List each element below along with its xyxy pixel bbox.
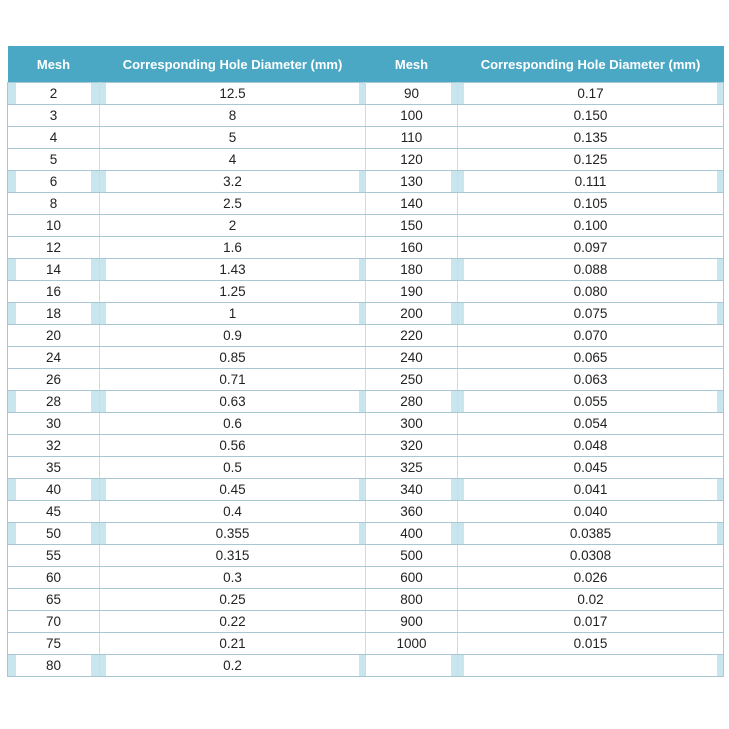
- table-row: [8, 369, 724, 391]
- hole-diameter-cell: 0.6: [100, 413, 366, 435]
- table-row: [8, 127, 724, 149]
- mesh-cell: 70: [8, 611, 100, 633]
- hole-diameter-cell: 1.25: [100, 281, 366, 303]
- mesh-cell: 900: [366, 611, 458, 633]
- hole-diameter-cell: 0.85: [100, 347, 366, 369]
- mesh-cell: 55: [8, 545, 100, 567]
- hole-diameter-cell: 1.6: [100, 237, 366, 259]
- hole-diameter-cell: 0.25: [100, 589, 366, 611]
- table-row: [8, 633, 724, 655]
- table-row: [8, 413, 724, 435]
- hole-diameter-cell: 3.2: [100, 171, 366, 193]
- mesh-cell: 90: [366, 83, 458, 105]
- hole-diameter-cell: 0.71: [100, 369, 366, 391]
- table-row: [8, 655, 724, 677]
- mesh-cell: 150: [366, 215, 458, 237]
- mesh-cell: 2: [8, 83, 100, 105]
- table-row: [8, 567, 724, 589]
- table-row: [8, 457, 724, 479]
- table-row: [8, 435, 724, 457]
- table-row: [8, 391, 724, 413]
- table-body: [8, 83, 724, 677]
- hole-diameter-cell: 2: [100, 215, 366, 237]
- hole-diameter-cell: 4: [100, 149, 366, 171]
- mesh-cell: 28: [8, 391, 100, 413]
- hole-diameter-cell: 0.041: [458, 479, 724, 501]
- hole-diameter-cell: 1: [100, 303, 366, 325]
- column-header: Mesh: [8, 46, 100, 83]
- mesh-cell: 400: [366, 523, 458, 545]
- hole-diameter-cell: 0.065: [458, 347, 724, 369]
- mesh-cell: 45: [8, 501, 100, 523]
- table-row: [8, 259, 724, 281]
- hole-diameter-cell: 5: [100, 127, 366, 149]
- hole-diameter-cell: 0.105: [458, 193, 724, 215]
- mesh-cell: 300: [366, 413, 458, 435]
- table-row: [8, 589, 724, 611]
- hole-diameter-cell: 0.0385: [458, 523, 724, 545]
- hole-diameter-cell: 0.22: [100, 611, 366, 633]
- table-row: [8, 303, 724, 325]
- hole-diameter-cell: 0.355: [100, 523, 366, 545]
- hole-diameter-cell: 0.045: [458, 457, 724, 479]
- hole-diameter-cell: 0.5: [100, 457, 366, 479]
- mesh-cell: 12: [8, 237, 100, 259]
- hole-diameter-cell: 0.111: [458, 171, 724, 193]
- mesh-cell: 18: [8, 303, 100, 325]
- mesh-cell: 110: [366, 127, 458, 149]
- hole-diameter-cell: 0.070: [458, 325, 724, 347]
- mesh-cell: 65: [8, 589, 100, 611]
- table-row: [8, 171, 724, 193]
- mesh-cell: 8: [8, 193, 100, 215]
- hole-diameter-cell: 0.150: [458, 105, 724, 127]
- hole-diameter-cell: 0.097: [458, 237, 724, 259]
- mesh-cell: 130: [366, 171, 458, 193]
- table-row: [8, 611, 724, 633]
- mesh-cell: 320: [366, 435, 458, 457]
- mesh-cell: 340: [366, 479, 458, 501]
- hole-diameter-cell: 0.055: [458, 391, 724, 413]
- table-row: [8, 149, 724, 171]
- hole-diameter-cell: 0.56: [100, 435, 366, 457]
- hole-diameter-cell: 0.9: [100, 325, 366, 347]
- hole-diameter-cell: 0.63: [100, 391, 366, 413]
- mesh-cell: 60: [8, 567, 100, 589]
- hole-diameter-cell: 0.21: [100, 633, 366, 655]
- table-row: [8, 193, 724, 215]
- table-row: [8, 325, 724, 347]
- mesh-table-container: [7, 46, 719, 677]
- table-row: [8, 479, 724, 501]
- mesh-cell: 280: [366, 391, 458, 413]
- column-header: Corresponding Hole Diameter (mm): [458, 46, 724, 83]
- mesh-cell: 190: [366, 281, 458, 303]
- hole-diameter-cell: 8: [100, 105, 366, 127]
- mesh-cell: 30: [8, 413, 100, 435]
- table-row: [8, 501, 724, 523]
- mesh-cell: 1000: [366, 633, 458, 655]
- hole-diameter-cell: 0.2: [100, 655, 366, 677]
- mesh-table: [7, 46, 724, 677]
- hole-diameter-cell: [458, 655, 724, 677]
- hole-diameter-cell: 2.5: [100, 193, 366, 215]
- hole-diameter-cell: 0.075: [458, 303, 724, 325]
- mesh-cell: 20: [8, 325, 100, 347]
- mesh-cell: 80: [8, 655, 100, 677]
- mesh-cell: 40: [8, 479, 100, 501]
- mesh-cell: 3: [8, 105, 100, 127]
- hole-diameter-cell: 0.315: [100, 545, 366, 567]
- hole-diameter-cell: 0.45: [100, 479, 366, 501]
- hole-diameter-cell: 0.100: [458, 215, 724, 237]
- mesh-cell: 32: [8, 435, 100, 457]
- hole-diameter-cell: 1.43: [100, 259, 366, 281]
- mesh-cell: 120: [366, 149, 458, 171]
- mesh-cell: 50: [8, 523, 100, 545]
- hole-diameter-cell: 0.015: [458, 633, 724, 655]
- mesh-cell: 75: [8, 633, 100, 655]
- mesh-cell: 250: [366, 369, 458, 391]
- hole-diameter-cell: 0.048: [458, 435, 724, 457]
- mesh-cell: 6: [8, 171, 100, 193]
- mesh-cell: 4: [8, 127, 100, 149]
- mesh-cell: 160: [366, 237, 458, 259]
- mesh-cell: 26: [8, 369, 100, 391]
- table-row: [8, 105, 724, 127]
- mesh-cell: 600: [366, 567, 458, 589]
- table-row: [8, 281, 724, 303]
- mesh-cell: 500: [366, 545, 458, 567]
- mesh-cell: 220: [366, 325, 458, 347]
- mesh-cell: 240: [366, 347, 458, 369]
- hole-diameter-cell: 0.17: [458, 83, 724, 105]
- table-row: [8, 347, 724, 369]
- hole-diameter-cell: 0.02: [458, 589, 724, 611]
- table-row: [8, 83, 724, 105]
- mesh-cell: 180: [366, 259, 458, 281]
- hole-diameter-cell: 12.5: [100, 83, 366, 105]
- hole-diameter-cell: 0.125: [458, 149, 724, 171]
- mesh-cell: 100: [366, 105, 458, 127]
- table-row: [8, 215, 724, 237]
- hole-diameter-cell: 0.080: [458, 281, 724, 303]
- mesh-cell: 14: [8, 259, 100, 281]
- mesh-cell: 800: [366, 589, 458, 611]
- mesh-cell: [366, 655, 458, 677]
- mesh-cell: 10: [8, 215, 100, 237]
- table-row: [8, 237, 724, 259]
- mesh-cell: 35: [8, 457, 100, 479]
- hole-diameter-cell: 0.3: [100, 567, 366, 589]
- hole-diameter-cell: 0.017: [458, 611, 724, 633]
- mesh-cell: 24: [8, 347, 100, 369]
- mesh-cell: 5: [8, 149, 100, 171]
- hole-diameter-cell: 0.4: [100, 501, 366, 523]
- table-row: [8, 523, 724, 545]
- hole-diameter-cell: 0.026: [458, 567, 724, 589]
- mesh-cell: 200: [366, 303, 458, 325]
- column-header: Corresponding Hole Diameter (mm): [100, 46, 366, 83]
- hole-diameter-cell: 0.054: [458, 413, 724, 435]
- mesh-cell: 360: [366, 501, 458, 523]
- hole-diameter-cell: 0.063: [458, 369, 724, 391]
- hole-diameter-cell: 0.040: [458, 501, 724, 523]
- column-header: Mesh: [366, 46, 458, 83]
- header-row: [8, 46, 724, 83]
- mesh-cell: 16: [8, 281, 100, 303]
- hole-diameter-cell: 0.135: [458, 127, 724, 149]
- mesh-cell: 140: [366, 193, 458, 215]
- hole-diameter-cell: 0.088: [458, 259, 724, 281]
- hole-diameter-cell: 0.0308: [458, 545, 724, 567]
- mesh-cell: 325: [366, 457, 458, 479]
- table-row: [8, 545, 724, 567]
